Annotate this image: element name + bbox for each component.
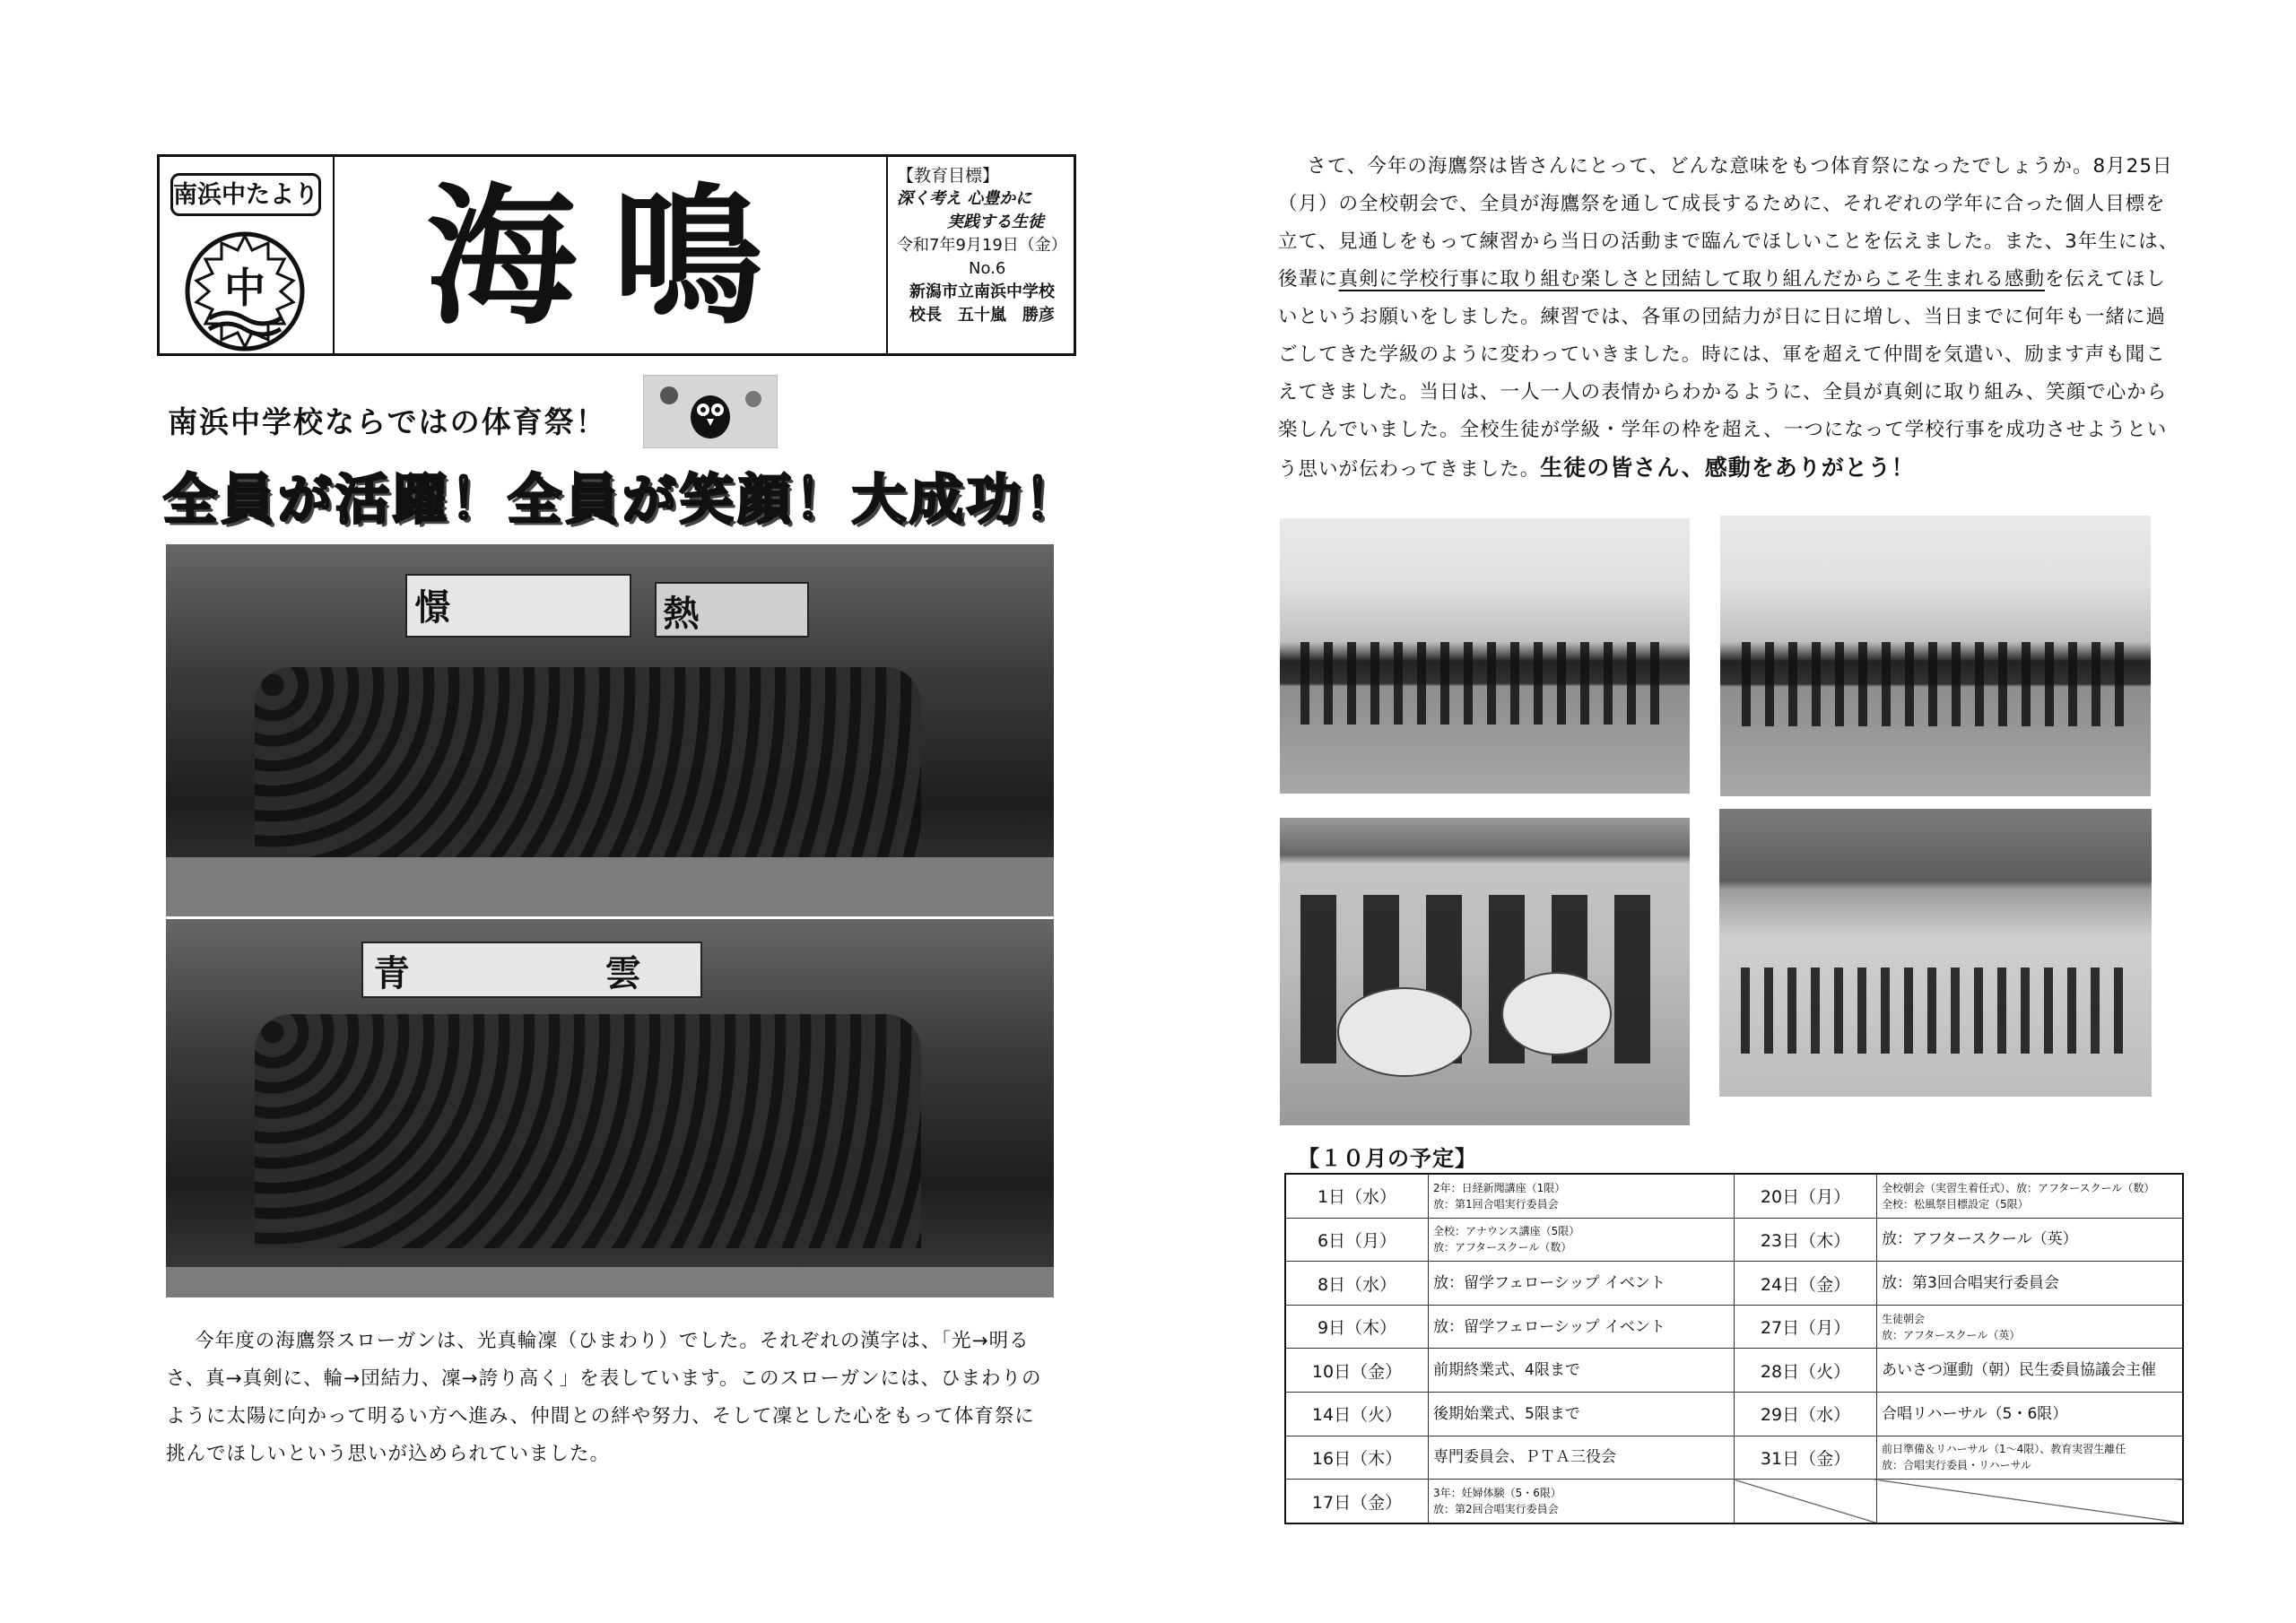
schedule-date: 23日（木） <box>1735 1218 1877 1262</box>
reflection-text-a: さて、今年の海鷹祭は皆さんにとって、どんな意味をもつ体育祭になったでしょうか。8月25日（月）の全校朝会で、全員が海鷹祭を通して成長するために、それぞれの学年に合った個人目標を立て、見通しをもって練習から当日の活動まで臨んでほしいことを伝えました。また、3年生には、後輩に <box>1278 155 2179 291</box>
mascot-illustration <box>643 375 778 448</box>
schedule-event: 全校朝会（実習生着任式）、放：アフタースクール（数） 全校：松風祭目標設定（5限） <box>1877 1174 2184 1218</box>
issue-date: 令和7年9月19日（金） <box>897 236 1067 255</box>
schedule-date: 31日（金） <box>1735 1436 1877 1480</box>
photo1-banner <box>405 574 631 637</box>
photo1-banner-text-2: 熱 <box>663 592 700 635</box>
schedule-event: 放：アフタースクール（英） <box>1877 1218 2184 1262</box>
schedule-event: 後期始業式、5限まで <box>1429 1393 1735 1436</box>
schedule-row <box>1285 1480 2183 1523</box>
schedule-row <box>1285 1174 2183 1218</box>
schedule-date: 10日（金） <box>1285 1349 1429 1393</box>
schedule-event: 放：第3回合唱実行委員会 <box>1877 1262 2184 1306</box>
schedule-date: 6日（月） <box>1285 1218 1429 1262</box>
schedule-event: 全校：アナウンス講座（5限） 放：アフタースクール（数） <box>1429 1218 1735 1262</box>
schedule-empty-cell <box>1877 1480 2184 1523</box>
sports-photo-4 <box>1719 809 2152 1097</box>
schedule-date: 27日（月） <box>1735 1305 1877 1349</box>
reflection-paragraph <box>1278 148 2179 489</box>
slogan-paragraph: 今年度の海鷹祭スローガンは、光真輪凜（ひまわり）でした。それぞれの漢字は、「光→明るさ、真→真剣に、輪→団結力、凜→誇り高く」を表しています。このスローガンには、ひまわりのように太陽に向かって明るい方へ進み、仲間との絆や努力、そして凜とした心をもって体育祭に挑んでほしいという思いが込められていました。 <box>166 1330 1042 1465</box>
photo2-banner-text-2: 雲 <box>604 952 641 995</box>
schedule-row <box>1285 1305 2183 1349</box>
photo2-crowd <box>255 1014 921 1249</box>
masthead <box>157 154 1076 356</box>
schedule-row <box>1285 1436 2183 1480</box>
schedule-date: 14日（火） <box>1285 1393 1429 1436</box>
mascot-bird-icon <box>644 376 777 447</box>
school-name: 新潟市立南浜中学校 <box>909 282 1055 301</box>
schedule-date: 20日（月） <box>1735 1174 1877 1218</box>
schedule-date: 17日（金） <box>1285 1480 1429 1523</box>
goal-label: 【教育目標】 <box>897 166 1000 186</box>
sports-photo-3 <box>1280 818 1690 1125</box>
photo1-banner-text-1: 憬 <box>414 586 451 629</box>
sports-photo-2 <box>1720 516 2151 796</box>
schedule-row <box>1285 1262 2183 1306</box>
headline: 全員が活躍！全員が笑顔！大成功！ <box>163 469 1082 532</box>
photo1-crowd <box>255 667 921 872</box>
big-ball <box>1501 972 1612 1055</box>
principal-name: 校長 五十嵐 勝彦 <box>909 306 1055 325</box>
newsletter-title: 海鳴 <box>426 168 799 345</box>
big-ball <box>1337 987 1472 1077</box>
subheading: 南浜中学校ならではの体育祭！ <box>168 404 607 439</box>
schedule-event: 前日準備＆リハーサル（1～4限）、教育実習生離任 放：合唱実行委員・リハーサル <box>1877 1436 2184 1480</box>
school-emblem-icon <box>182 229 308 354</box>
reflection-underlined-text: 真剣に学校行事に取り組む楽しさと団結して取り組んだからこそ生まれる感動 <box>1338 268 2046 291</box>
issue-number: No.6 <box>969 259 1006 278</box>
emblem-char: 中 <box>224 264 265 312</box>
schedule-empty-cell <box>1735 1480 1877 1523</box>
masthead-info <box>886 157 1075 353</box>
reflection-text-b: を伝えてほしいというお願いをしました。練習では、各軍の団結力が日に日に増し、当日までに何年も一緒に過ごしてきた学級のように変わっていきました。時には、軍を超えて仲間を気遣い、励ます声も聞こえてきました。当日は、一人一人の表情からわかるように、全員が真剣に取り組み、笑顔で心から楽しんでいました。全校生徒が学級・学年の枠を超え、一つになって学校行事を成功させようという思いが伝わってきました。 <box>1278 268 2168 481</box>
masthead-left <box>160 157 335 353</box>
photo1-ground <box>166 857 1054 916</box>
schedule-date: 29日（水） <box>1735 1393 1877 1436</box>
schedule-event: 合唱リハーサル（5・6限） <box>1877 1393 2184 1436</box>
thanks-message: 生徒の皆さん、感動をありがとう！ <box>1540 455 1915 481</box>
schedule-event: 専門委員会、ＰＴＡ三役会 <box>1429 1436 1735 1480</box>
photo-figures <box>1741 968 2130 1054</box>
schedule-date: 16日（木） <box>1285 1436 1429 1480</box>
photo2-banner-text-1: 青 <box>373 952 410 995</box>
goal-line-2: 実践する生徒 <box>947 213 1044 231</box>
schedule-date: 8日（水） <box>1285 1262 1429 1306</box>
schedule-row <box>1285 1393 2183 1436</box>
schedule-date: 28日（火） <box>1735 1349 1877 1393</box>
photo-figures <box>1742 642 2129 726</box>
schedule-date: 9日（木） <box>1285 1305 1429 1349</box>
photo2-banner <box>361 942 702 998</box>
schedule-event: 3年：妊婦体験（5・6限） 放：第2回合唱実行委員会 <box>1429 1480 1735 1523</box>
schedule-row <box>1285 1218 2183 1262</box>
schedule-date: 24日（金） <box>1735 1262 1877 1306</box>
sports-photo-1 <box>1280 518 1690 794</box>
photo2-ground <box>166 1267 1054 1298</box>
schedule-event: あいさつ運動（朝）民生委員協議会主催 <box>1877 1349 2184 1393</box>
group-photo-1 <box>166 544 1054 916</box>
photo1-banner-2 <box>655 582 809 638</box>
schedule-event: 放：留学フェローシップ イベント <box>1429 1305 1735 1349</box>
schedule-row <box>1285 1349 2183 1393</box>
schedule-event: 前期終業式、4限まで <box>1429 1349 1735 1393</box>
newsletter-tag: 南浜中たより <box>170 173 321 216</box>
schedule-title: 【１０月の予定】 <box>1298 1146 1477 1171</box>
schedule-event: 放：留学フェローシップ イベント <box>1429 1262 1735 1306</box>
group-photo-2 <box>166 919 1054 1298</box>
schedule-event: 生徒朝会 放：アフタースクール（英） <box>1877 1305 2184 1349</box>
photo-figures <box>1300 642 1669 725</box>
goal-line-1: 深く考え 心豊かに <box>897 189 1032 208</box>
schedule-date: 1日（水） <box>1285 1174 1429 1218</box>
schedule-event: 2年：日経新聞講座（1限） 放：第1回合唱実行委員会 <box>1429 1174 1735 1218</box>
schedule-table <box>1284 1173 2184 1524</box>
